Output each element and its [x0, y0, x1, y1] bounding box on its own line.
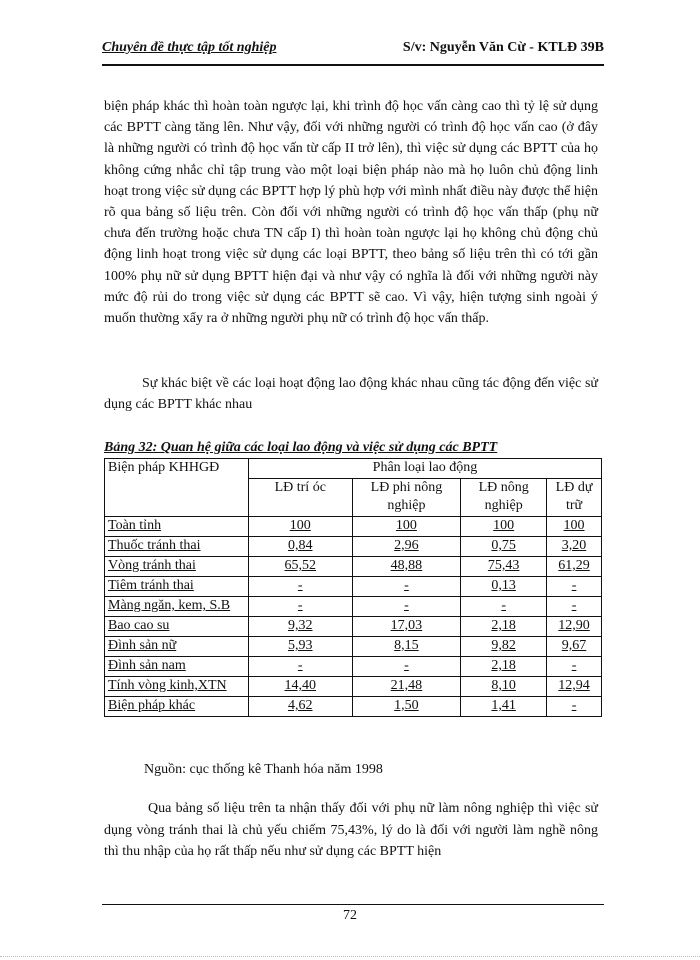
table-cell: 61,29	[547, 557, 602, 577]
column-header: LĐ dự trữ	[547, 479, 602, 517]
table-row	[105, 577, 602, 597]
table-row	[105, 677, 602, 697]
row-label: Tính vòng kinh,XTN	[105, 677, 249, 697]
column-header: LĐ trí óc	[248, 479, 352, 517]
row-label: Màng ngăn, kem, S.B	[105, 597, 249, 617]
table-row	[105, 617, 602, 637]
paragraph-1: biện pháp khác thì hoàn toàn ngược lại, khi trình độ học vấn càng cao thì tỷ lệ sử dụng các BPTT càng tăng lên. Như vậy, đối với những người có trình độ học vấn cao (ở đây là những người có trình độ học vấn từ cấp II trở lên), thì việc sử dụng các BPTT của họ không cứng nhắc chỉ tập trung vào một loại biện pháp nào mà họ luôn chủ động linh hoạt trong việc sử dụng các BPTT hợp lý phù hợp với mình nhất điều này được thể hiện rõ qua bảng số liệu trên. Còn đối với những người có trình độ học vấn thấp (phụ nữ chưa đến trường hoặc chưa TN cấp I) thì hoàn toàn ngược lại họ không chủ động chủ động linh hoạt trong việc sử dụng các loại BPTT, theo bảng số liệu trên thì có tới gần 100% phụ nữ sử dụng BPTT hiện đại và như vậy có nghĩa là đối với những người này mức độ rủi do trong việc sử dụng các BPTT sẽ cao. Vì vậy, hiện tượng sinh ngoài ý muốn thường xẩy ra ở những người phụ nữ có trình độ học vấn thấp.	[104, 99, 598, 327]
table-cell: -	[352, 577, 461, 597]
table-cell: 2,18	[461, 617, 547, 637]
table-cell: -	[352, 597, 461, 617]
column-header: LĐ nông nghiệp	[461, 479, 547, 517]
row-label: Biện pháp khác	[105, 697, 249, 717]
table-source: Nguồn: cục thống kê Thanh hóa năm 1998	[144, 762, 383, 777]
row-label: Thuốc tránh thai	[105, 537, 249, 557]
table-cell: 21,48	[352, 677, 461, 697]
row-label: Đình sản nữ	[105, 637, 249, 657]
table-cell: 5,93	[248, 637, 352, 657]
table-cell: 2,18	[461, 657, 547, 677]
table-row	[105, 597, 602, 617]
table-cell: 1,50	[352, 697, 461, 717]
table-cell: 3,20	[547, 537, 602, 557]
row-label: Tiêm tránh thai	[105, 577, 249, 597]
table-row	[105, 637, 602, 657]
table-row	[105, 557, 602, 577]
table-cell: 0,75	[461, 537, 547, 557]
table-cell: -	[461, 597, 547, 617]
table-cell: 17,03	[352, 617, 461, 637]
table-cell: 100	[547, 517, 602, 537]
header-title: Chuyên đề thực tập tốt nghiệp	[102, 40, 277, 55]
row-label: Đình sản nam	[105, 657, 249, 677]
footer-divider	[102, 904, 604, 905]
table-cell: 48,88	[352, 557, 461, 577]
table-row	[105, 697, 602, 717]
table-cell: 2,96	[352, 537, 461, 557]
table-header-row	[105, 459, 602, 479]
row-label: Bao cao su	[105, 617, 249, 637]
table-cell: 4,62	[248, 697, 352, 717]
table-row	[105, 537, 602, 557]
table-cell: 8,10	[461, 677, 547, 697]
table-cell: 65,52	[248, 557, 352, 577]
table-cell: 100	[248, 517, 352, 537]
table-cell: 0,13	[461, 577, 547, 597]
header-author: S/v: Nguyễn Văn Cừ - KTLĐ 39B	[402, 40, 604, 55]
table-caption: Bảng 32: Quan hệ giữa các loại lao động và việc sử dụng các BPTT	[104, 440, 498, 455]
table-cell: -	[352, 657, 461, 677]
column-header: LĐ phi nông nghiệp	[352, 479, 461, 517]
table-cell: 9,82	[461, 637, 547, 657]
row-label: Toàn tỉnh	[105, 517, 249, 537]
row-label: Vòng tránh thai	[105, 557, 249, 577]
table-cell: 12,94	[547, 677, 602, 697]
data-table	[104, 458, 602, 717]
table-cell: -	[547, 697, 602, 717]
table-cell: -	[547, 597, 602, 617]
table-row	[105, 657, 602, 677]
page-bottom-border	[0, 956, 700, 957]
table-cell: 12,90	[547, 617, 602, 637]
table-cell: 0,84	[248, 537, 352, 557]
table-cell: 100	[461, 517, 547, 537]
group-header: Phân loại lao động	[248, 459, 601, 479]
table-cell: -	[547, 577, 602, 597]
table-cell: 9,67	[547, 637, 602, 657]
page-number: 72	[343, 908, 357, 923]
table-cell: 8,15	[352, 637, 461, 657]
table-cell: 100	[352, 517, 461, 537]
table-cell: 14,40	[248, 677, 352, 697]
corner-header: Biện pháp KHHGĐ	[105, 459, 249, 517]
table-cell: 75,43	[461, 557, 547, 577]
table-cell: -	[547, 657, 602, 677]
header-divider	[102, 64, 604, 66]
table-cell: -	[248, 597, 352, 617]
table-cell: 9,32	[248, 617, 352, 637]
paragraph-2: Sự khác biệt về các loại hoạt động lao động khác nhau cũng tác động đến việc sử dụng các BPTT khác nhau	[104, 376, 598, 413]
table-cell: -	[248, 657, 352, 677]
paragraph-3: Qua bảng số liệu trên ta nhận thấy đối với phụ nữ làm nông nghiệp thì việc sử dụng vòng tránh thai là chủ yếu chiếm 75,43%, lý do là đối với người làm nghề nông thì thu nhập của họ rất thấp nếu như sử dụng các BPTT hiện	[104, 801, 598, 859]
table-row	[105, 517, 602, 537]
table-cell: 1,41	[461, 697, 547, 717]
table-cell: -	[248, 577, 352, 597]
